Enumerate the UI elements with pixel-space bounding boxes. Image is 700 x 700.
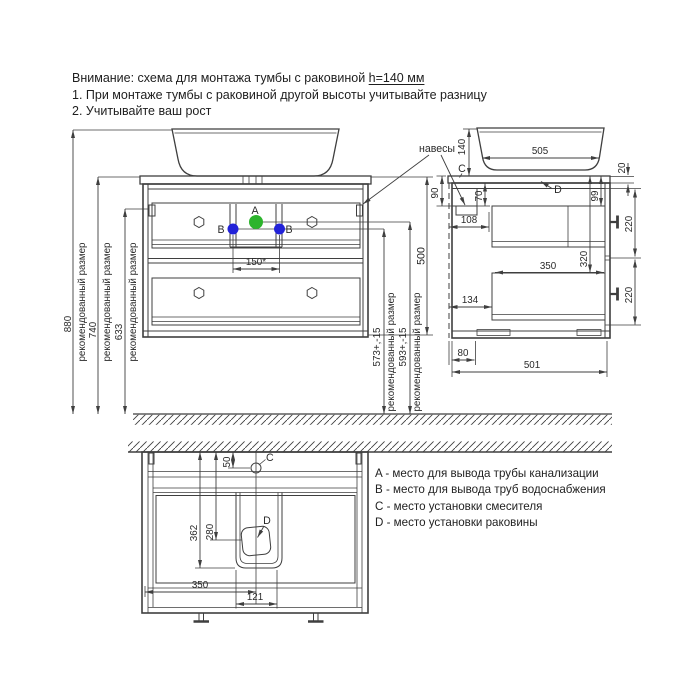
point-b-right-label: B — [285, 224, 293, 236]
legend-item-d: D - место установки раковины — [375, 516, 538, 530]
dim-362-label: 362 — [189, 524, 201, 542]
point-a-label: A — [251, 205, 259, 217]
front-sink — [172, 129, 339, 176]
dim-500-label: 500 — [415, 247, 428, 265]
title-height-underlined: h=140 мм — [368, 71, 425, 85]
dim-108-label: 108 — [460, 215, 478, 226]
dim-121-label: 121 — [246, 592, 264, 603]
drawer-knob — [194, 217, 204, 228]
dim-280-label: 280 — [205, 523, 217, 541]
plan-point-c-label: C — [266, 452, 274, 464]
dim-880-note: рекомендованный размер — [77, 242, 89, 362]
side-point-d-label: D — [554, 184, 562, 196]
point-b-left-label: B — [217, 224, 225, 236]
side-cabinet — [452, 183, 618, 338]
dim-50-label: 50 — [222, 456, 234, 468]
right-dimensions — [368, 177, 433, 414]
dim-320-label: 320 — [579, 250, 591, 268]
side-countertop — [448, 176, 610, 183]
dim-350-side-label: 350 — [539, 261, 557, 272]
side-drawer-2 — [492, 273, 605, 320]
drawer-knob — [307, 288, 317, 299]
dim-134-label: 134 — [461, 295, 479, 306]
note-2: 2. Учитывайте ваш рост — [72, 104, 212, 118]
dim-573-label: 573+,-15 — [372, 327, 384, 367]
dim-880-label: 880 — [63, 315, 75, 333]
legend-item-b: B - место для вывода труб водоснабжения — [375, 483, 606, 497]
dim-633-label: 633 — [114, 323, 126, 341]
dim-220-top-label: 220 — [624, 215, 636, 233]
floor-hatch — [133, 415, 612, 425]
wall-hatch — [128, 442, 612, 453]
dim-150-label: 150* — [245, 257, 267, 268]
dim-70-label: 70 — [474, 190, 486, 202]
dim-140-label: 140 — [457, 138, 469, 156]
floor — [133, 414, 612, 425]
dim-350-plan-label: 350 — [191, 580, 209, 591]
dim-633-note: рекомендованный размер — [128, 242, 140, 362]
dim-740-note: рекомендованный размер — [102, 242, 114, 362]
legend — [375, 466, 606, 532]
title-text: Внимание: схема для монтажа тумбы с раковиной — [72, 71, 369, 85]
dim-150 — [233, 235, 280, 273]
side-view — [430, 128, 641, 377]
point-b-water-left — [228, 224, 239, 235]
front-countertop — [140, 176, 371, 184]
dim-505-label: 505 — [531, 146, 549, 157]
dim-220-bottom-label: 220 — [624, 286, 636, 304]
dim-573-note: рекомендованный размер — [386, 292, 398, 412]
dim-501-label: 501 — [523, 360, 541, 371]
hangers-label: навесы — [418, 143, 456, 155]
dim-20-label: 20 — [617, 162, 629, 174]
legend-item-c: C - место установки смесителя — [375, 499, 543, 513]
legend-item-a: A - место для вывода трубы канализации — [375, 467, 599, 480]
dim-593-note: рекомендованный размер — [412, 292, 424, 412]
drawer-knob — [194, 288, 204, 299]
front-view — [63, 129, 465, 414]
point-b-water-right — [274, 224, 285, 235]
foot-stems — [199, 613, 318, 621]
plan-point-d-label: D — [263, 515, 271, 527]
note-1: 1. При монтаже тумбы с раковиной другой высоты учитывайте разницу — [72, 87, 487, 102]
hangers-callout — [363, 143, 465, 205]
pipe-points — [217, 205, 410, 236]
dim-99-label: 99 — [590, 190, 602, 202]
dim-740-label: 740 — [88, 321, 100, 339]
side-point-c-label: C — [458, 163, 466, 175]
dim-80-label: 80 — [457, 348, 469, 359]
left-dimensions — [63, 130, 172, 414]
dim-90-label: 90 — [430, 187, 442, 199]
side-drawer-1 — [492, 206, 605, 247]
point-a-sewage — [249, 215, 263, 229]
plan-dimensions — [145, 452, 277, 609]
dim-593-label: 593+,-15 — [398, 327, 410, 367]
